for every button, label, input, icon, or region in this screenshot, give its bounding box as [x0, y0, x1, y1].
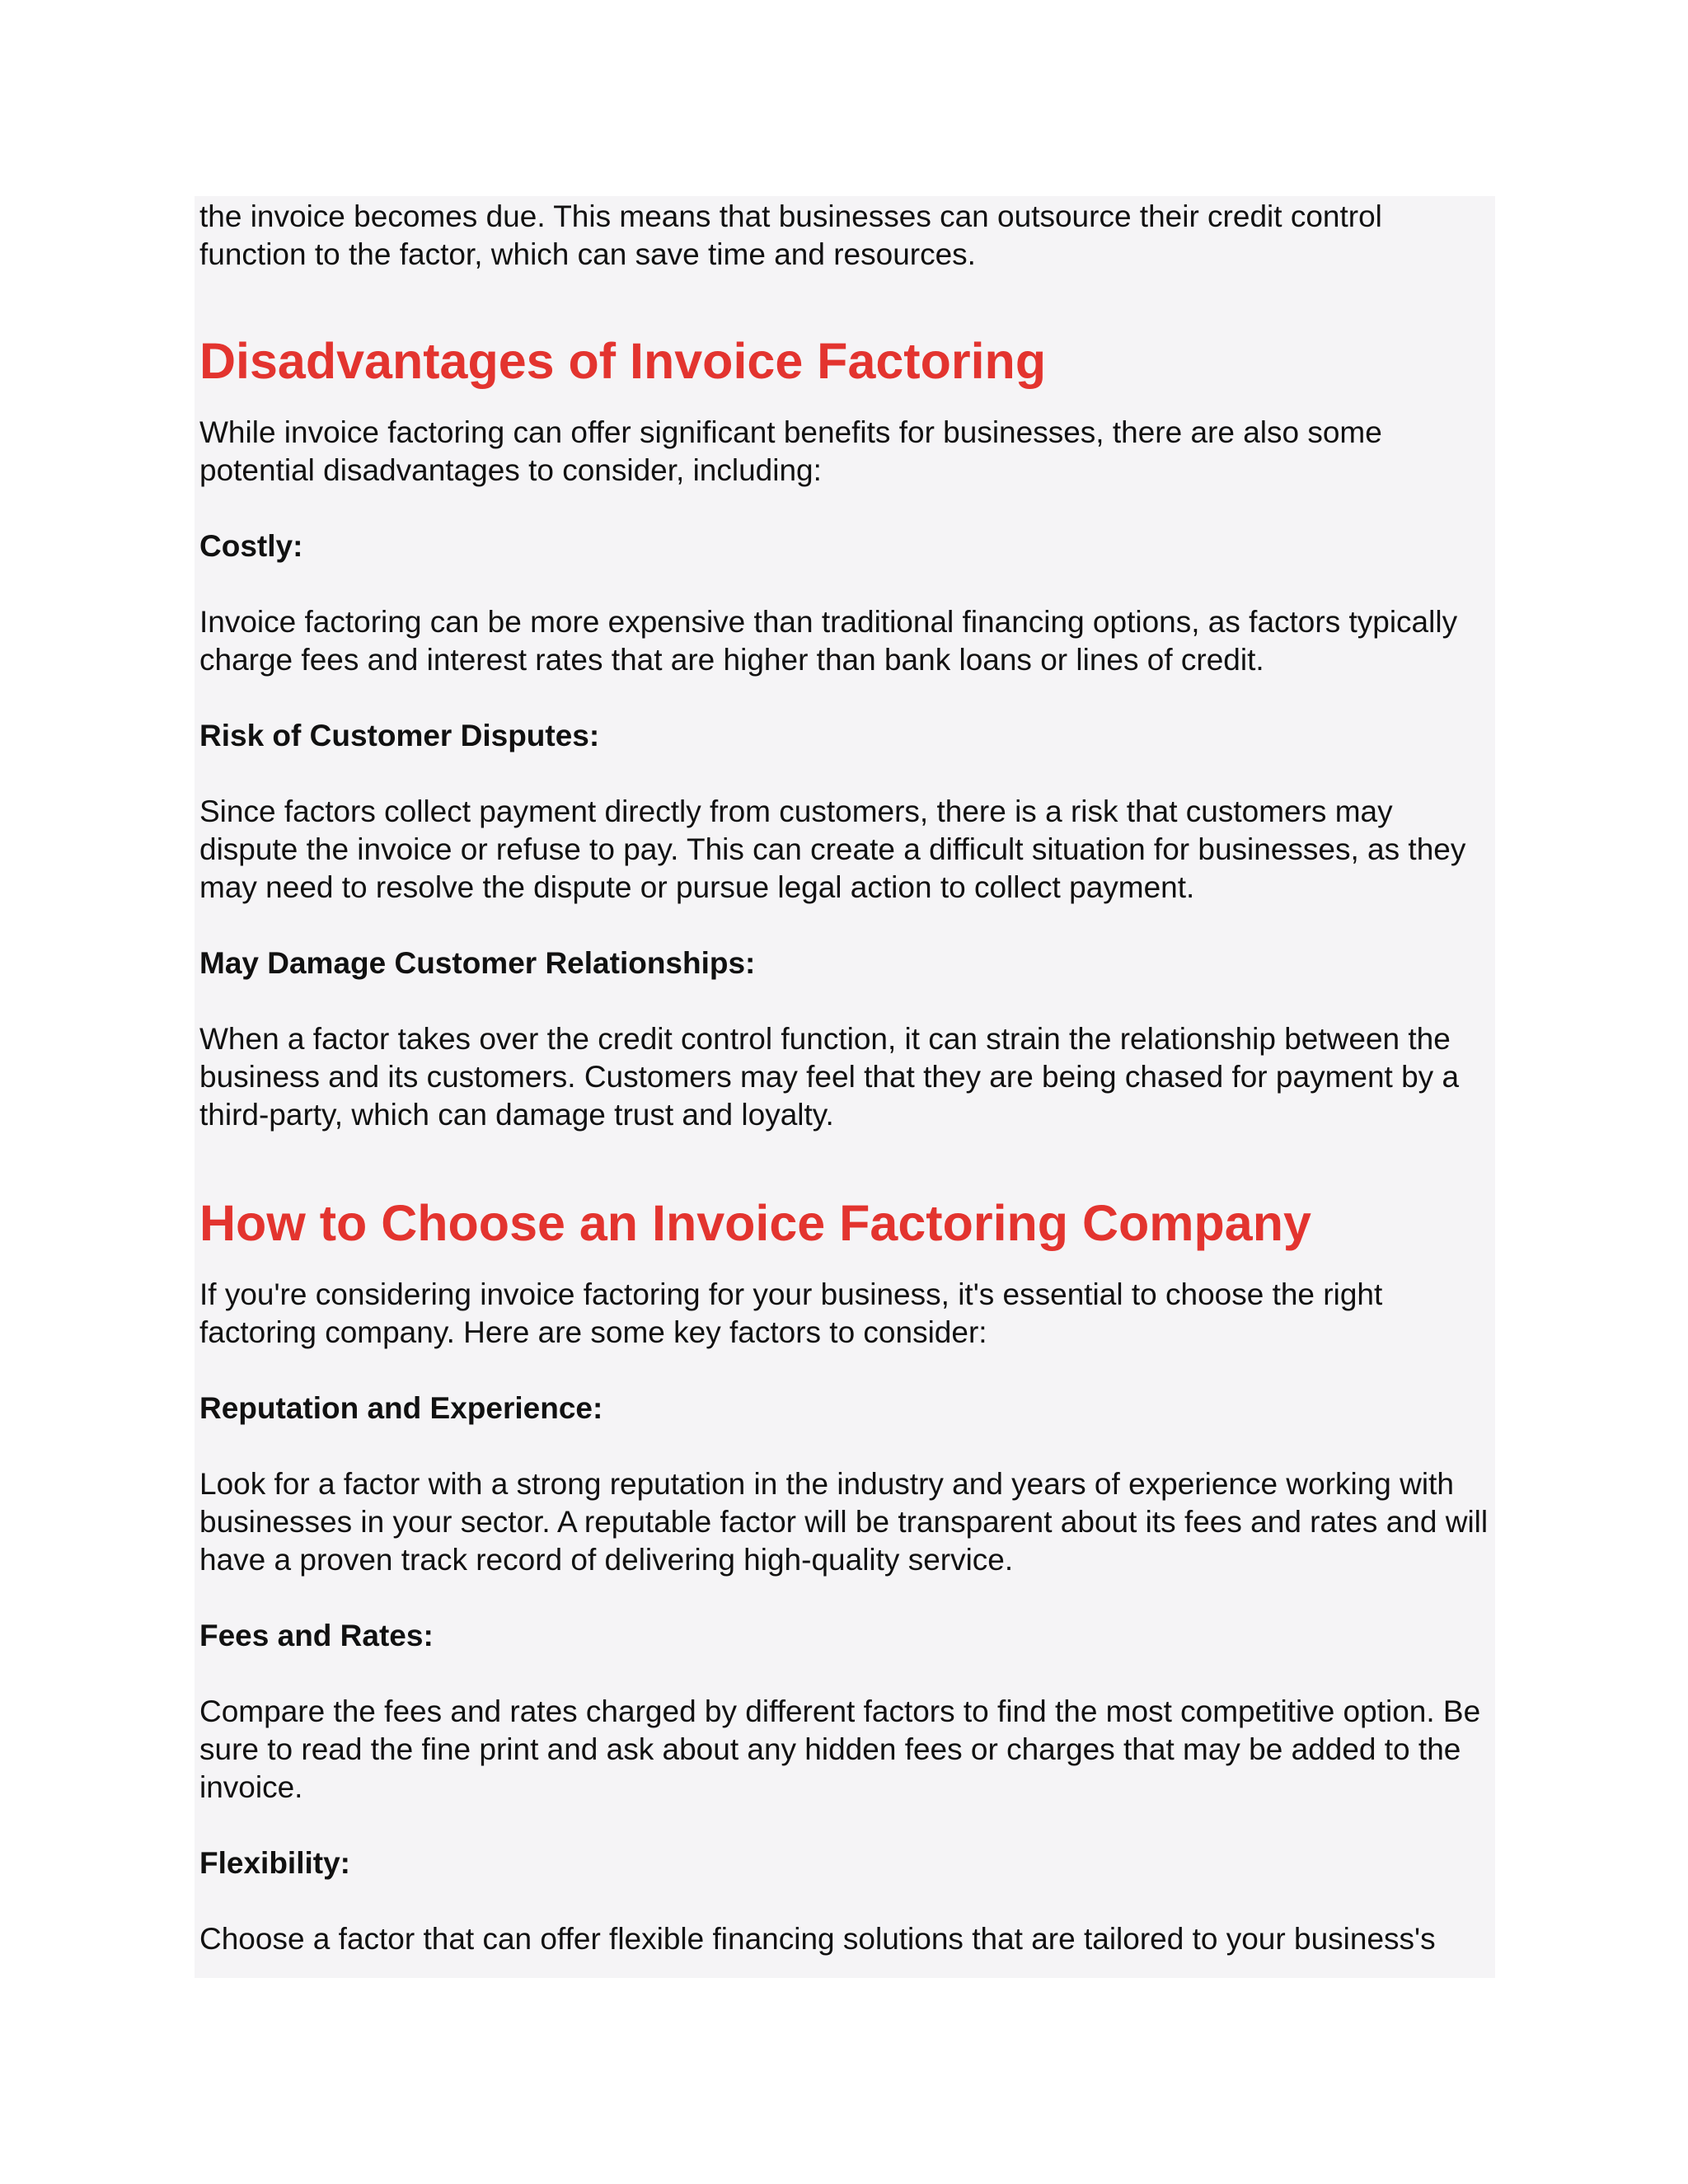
item-body-costly: Invoice factoring can be more expensive than traditional financing options, as factors typically charge fees and interest rates that are higher than bank loans or lines of credit. [199, 605, 1458, 677]
item-body-customer-disputes: Since factors collect payment directly from customers, there is a risk that customers may dispute the invoice or refuse to pay. This can create a difficult situation for businesses, as they may need to resolve the dispute or pursue legal action to collect payment. [199, 794, 1466, 904]
item-title-reputation: Reputation and Experience: [199, 1391, 603, 1425]
text-column [199, 196, 1493, 1958]
section-heading-disadvantages: Disadvantages of Invoice Factoring [199, 333, 1047, 389]
item-title-costly: Costly: [199, 529, 303, 563]
item-title-customer-disputes: Risk of Customer Disputes: [199, 719, 600, 752]
item-body-reputation: Look for a factor with a strong reputation in the industry and years of experience working with businesses in your sector. A reputable factor will be transparent about its fees and rates and will have a proven track record of delivering high-quality service. [199, 1467, 1489, 1577]
item-body-customer-relationships: When a factor takes over the credit control function, it can strain the relationship between the business and its customers. Customers may feel that they are being chased for payment by a third-party, which can damage trust and loyalty. [199, 1022, 1460, 1132]
item-body-flexibility: Choose a factor that can offer flexible financing solutions that are tailored to your business's [199, 1922, 1436, 1956]
item-title-flexibility: Flexibility: [199, 1846, 350, 1880]
item-title-fees-rates: Fees and Rates: [199, 1619, 434, 1652]
section-heading-how-to-choose: How to Choose an Invoice Factoring Company [199, 1195, 1311, 1251]
section-intro-how-to-choose: If you're considering invoice factoring for your business, it's essential to choose the right factoring company. Here are some key factors to consider: [199, 1277, 1383, 1349]
section-intro-disadvantages: While invoice factoring can offer significant benefits for businesses, there are also some potential disadvantages to consider, including: [199, 415, 1382, 487]
item-body-fees-rates: Compare the fees and rates charged by different factors to find the most competitive option. Be sure to read the fine print and ask about any hidden fees or charges that may be added to the invoice. [199, 1694, 1481, 1804]
intro-continuation: the invoice becomes due. This means that businesses can outsource their credit control function to the factor, which can save time and resources. [199, 199, 1382, 271]
content-area [195, 196, 1495, 1978]
item-title-customer-relationships: May Damage Customer Relationships: [199, 946, 756, 980]
